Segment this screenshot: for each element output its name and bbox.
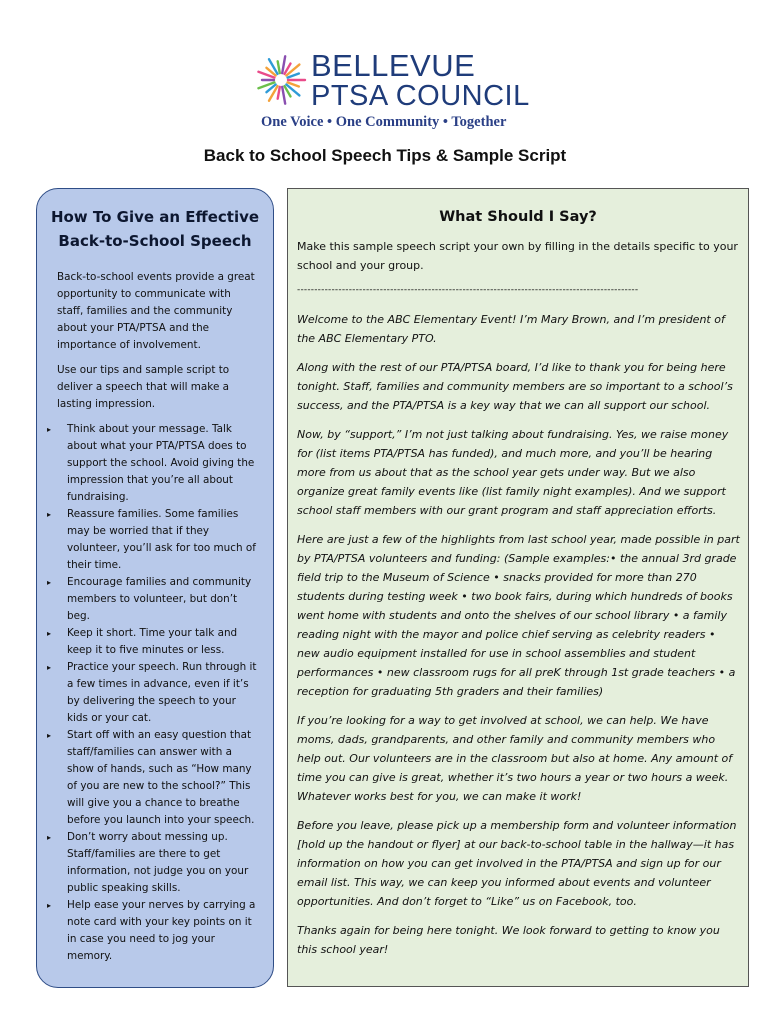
bullet-icon: ▸ (47, 833, 52, 842)
bullet-icon: ▸ (47, 663, 52, 672)
tips-panel (36, 188, 274, 988)
tips-intro: Back-to-school events provide a great opportunity to communicate with staff, families and the community about your PTA/PTSA and the importance of involvement. (57, 271, 255, 351)
tips-list (37, 421, 273, 965)
script-paragraph: Along with the rest of our PTA/PTSA board, I’d like to thank you for being here tonight. Staff, families and community members are so important to a school’s success, and the PTA/PTSA is a key way that we can all support our school. (297, 361, 733, 412)
tip-item: ▸ Think about your message. Talk about what your PTA/PTSA does to support the school. Avoid giving the impression that you’re all about fundraising. (47, 423, 255, 503)
starburst-logo-icon (255, 54, 307, 106)
script-paragraph: Welcome to the ABC Elementary Event! I’m Mary Brown, and I’m president of the ABC Elementary PTO. (297, 313, 725, 345)
tip-item: ▸ Reassure families. Some families may be worried that if they volunteer, you’ll ask for too much of their time. (47, 508, 256, 571)
bullet-icon: ▸ (47, 578, 52, 587)
bullet-icon: ▸ (47, 901, 52, 910)
script-heading: What Should I Say? (439, 209, 597, 225)
logo-ray (282, 87, 285, 104)
logo-ray (278, 61, 280, 73)
logo-ray (278, 87, 280, 99)
script-panel (287, 188, 749, 987)
bullet-icon: ▸ (47, 731, 52, 740)
tip-item: ▸ Start off with an easy question that staff/families can answer with a show of hands, such as “How many of you are new to the school?” This will give you a chance to breathe before you launch into your speech. (47, 729, 255, 826)
bellevue-ptsa-logo (255, 48, 530, 134)
page-title: Back to School Speech Tips & Sample Script (203, 146, 567, 165)
tips-intro-2: Use our tips and sample script to deliver a speech that will make a lasting impression. (57, 364, 230, 410)
bullet-icon: ▸ (47, 510, 52, 519)
tip-item: ▸ Encourage families and community members to volunteer, but don’t beg. (47, 576, 252, 622)
tips-heading-line1: How To Give an Effective (50, 208, 260, 226)
bullet-icon: ▸ (47, 629, 52, 638)
tip-item: ▸ Practice your speech. Run through it a few times in advance, even if it’s by delivering the speech to your kids or your cat. (47, 661, 257, 724)
tip-item: ▸ Keep it short. Time your talk and keep it to five minutes or less. (47, 627, 238, 656)
tip-item: ▸ Help ease your nerves by carrying a note card with your key points on it in case you need to jog your memory. (47, 899, 256, 962)
logo-ray (282, 56, 285, 73)
script-intro: Make this sample speech script your own by filling in the details specific to your school and your group. (297, 240, 738, 272)
divider: --------------------------------------------------------------------------------------------------- (297, 285, 639, 295)
bullet-icon: ▸ (47, 425, 52, 434)
script-paragraph: Here are just a few of the highlights from last school year, made possible in part by PTA/PTSA volunteers and funding: (Sample examples:• the annual 3rd grade field trip to the Museum of Science • snacks provided for more than 270 students during testing week • two book fairs, during which hundreds of books went home with students and onto the shelves of our school library • a family reading night with the mayor and police chief serving as celebrity readers • new audio equipment installed for use in school assemblies and student performances • new classroom rugs for all preK through 1st grade teachers • a reception for graduating 5th graders and their families) (297, 533, 740, 698)
logo-line1: BELLEVUE (311, 48, 476, 83)
logo-tagline: One Voice • One Community • Together (261, 114, 507, 130)
tips-heading-line2: Back-to-School Speech (58, 232, 252, 250)
logo-line2: PTSA COUNCIL (311, 80, 530, 112)
tips-heading (37, 205, 273, 253)
script-paragraph: Before you leave, please pick up a membership form and volunteer information [hold up the handout or flyer] at our back-to-school table in the hallway—it has information on how you can get involved in the PTA/PTSA and sign up for our email list. This way, we can keep you informed about events and volunteer opportunities. And don’t forget to “Like” us on Facebook, too. (297, 819, 737, 908)
script-paragraph: If you’re looking for a way to get involved at school, we can help. We have moms, dads, grandparents, and other family and community members who help out. Our volunteers are in the classroom but also at home. Any amount of time you can give is great, whether it’s two hours a year or two hours a week. Whatever works best for you, we can make it work! (297, 714, 733, 803)
script-paragraph: Now, by “support,” I’m not just talking about fundraising. Yes, we raise money for (list items PTA/PTSA has funded), and much more, and you’ll be hearing more from us about that as the school year gets under way. But we also organize great family events like (list family night examples). And we support school staff members with our grant program and staff appreciation efforts. (297, 428, 729, 517)
script-paragraph: Thanks again for being here tonight. We look forward to getting to know you this school year! (297, 924, 720, 956)
tip-item: ▸ Don’t worry about messing up. Staff/families are there to get information, not judge you on your public speaking skills. (47, 831, 249, 894)
